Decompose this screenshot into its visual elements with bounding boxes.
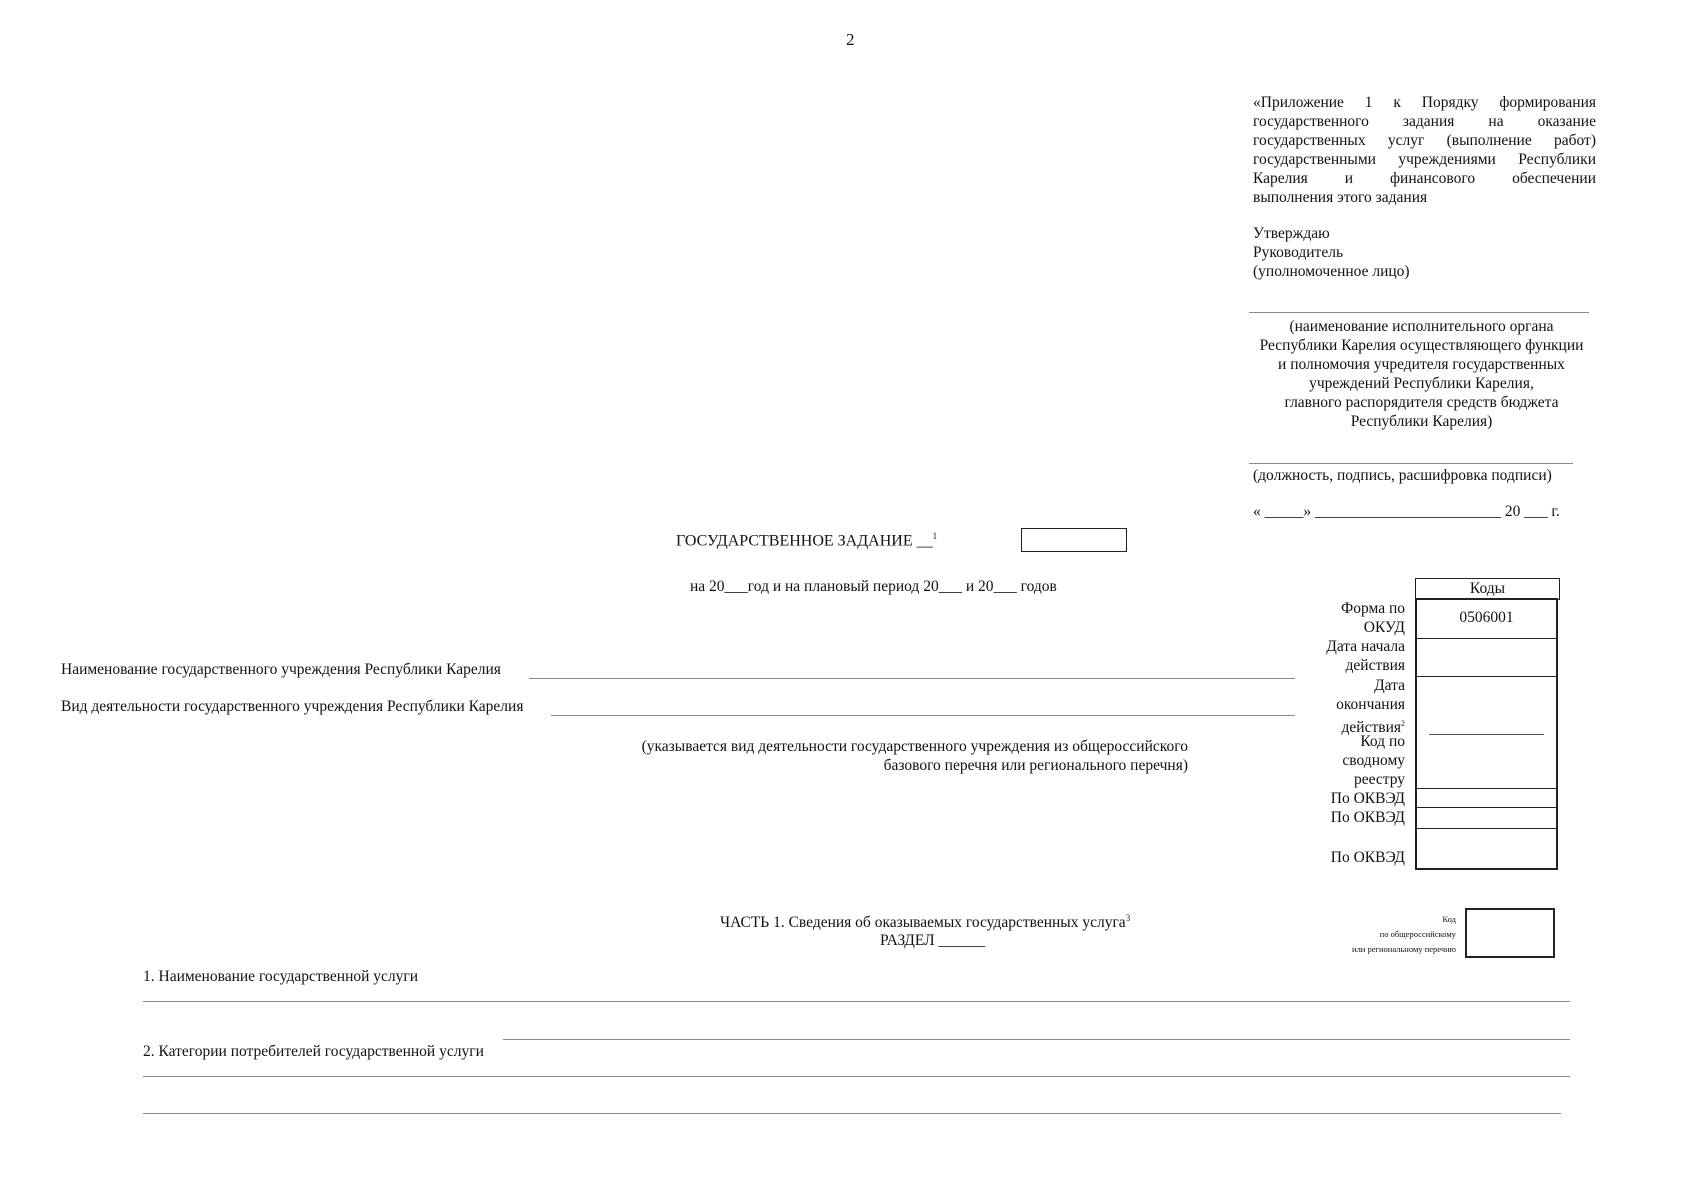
org-caption-line: учреждений Республики Карелия, (1309, 375, 1534, 392)
inner-divider (1429, 734, 1544, 735)
end-date-label-line: Дата (1374, 677, 1405, 694)
page-number: 2 (846, 30, 855, 49)
appendix-line: государственных услуг (выполнение работ) (1253, 132, 1596, 149)
code-note-line: Код (1442, 914, 1456, 924)
okud-label-line: ОКУД (1363, 619, 1405, 636)
authorized-person-label: (уполномоченное лицо) (1253, 263, 1410, 280)
org-caption-line: Республики Карелия осуществляющего функции (1259, 337, 1584, 354)
approval-block (1253, 224, 1410, 281)
approval-date-line[interactable]: « _____» ________________________ 20 ___ г. (1253, 503, 1560, 520)
okved-label-1: По ОКВЭД (1330, 790, 1405, 807)
service-name-field[interactable] (143, 1001, 1570, 1002)
org-caption-line: (наименование исполнительного органа (1289, 318, 1554, 335)
end-date-label-line: окончания (1336, 696, 1405, 713)
code-note-line: или региональному перечню (1352, 944, 1456, 954)
document-title-text: ГОСУДАРСТВЕННОЕ ЗАДАНИЕ __ (676, 532, 933, 550)
signature-caption: (должность, подпись, расшифровка подписи) (1253, 467, 1552, 484)
activity-note-line: базового перечня или регионального перечня) (883, 757, 1188, 774)
okved-cell-3[interactable] (1417, 829, 1556, 868)
okved-cell-2[interactable] (1417, 808, 1556, 828)
end-date-label (1336, 676, 1405, 737)
okud-label-line: Форма по (1340, 600, 1405, 617)
title-footnote: 1 (932, 531, 938, 541)
activity-note (560, 737, 1188, 775)
head-label: Руководитель (1253, 244, 1344, 261)
service-name-field-2[interactable] (503, 1039, 1570, 1040)
appendix-line: государственными учреждениями Республики (1253, 151, 1596, 168)
part1-title-text: ЧАСТЬ 1. Сведения об оказываемых государственных услуга (720, 914, 1126, 932)
end-date-label-text: действия (1341, 719, 1401, 737)
registry-code-label (1342, 732, 1405, 789)
okved-label-2: По ОКВЭД (1330, 809, 1405, 826)
codes-body (1415, 598, 1558, 870)
consumers-field[interactable] (143, 1076, 1570, 1077)
approve-label: Утверждаю (1253, 225, 1330, 242)
registry-code-note (1300, 912, 1456, 957)
registry-code-box[interactable] (1465, 908, 1555, 958)
section-label: РАЗДЕЛ ______ (880, 932, 985, 949)
okved-cell-1[interactable] (1417, 789, 1556, 807)
org-name-field[interactable] (1249, 312, 1589, 313)
end-date-footnote: 2 (1401, 719, 1405, 728)
org-caption-line: и полномочия учредителя государственных (1278, 356, 1565, 373)
institution-name-field[interactable] (529, 678, 1295, 679)
consumers-field-2[interactable] (143, 1113, 1561, 1114)
appendix-line: «Приложение 1 к Порядку формирования (1253, 94, 1596, 111)
activity-label: Вид деятельности государственного учреждения Республики Карелия (61, 698, 524, 715)
okud-cell[interactable] (1417, 600, 1556, 638)
start-date-cell[interactable] (1417, 639, 1556, 676)
registry-label-line: сводному (1342, 752, 1405, 769)
org-caption (1250, 317, 1593, 431)
appendix-line: выполнения этого задания (1253, 189, 1428, 206)
appendix-line: государственного задания на оказание (1253, 113, 1596, 130)
start-date-label-line: действия (1345, 657, 1405, 674)
start-date-label-line: Дата начала (1326, 638, 1405, 655)
title-number-box[interactable] (1021, 528, 1127, 552)
registry-label-line: реестру (1353, 771, 1405, 788)
activity-note-line: (указывается вид деятельности государственного учреждения из общероссийского (641, 738, 1188, 755)
registry-label-line: Код по (1360, 733, 1405, 750)
consumers-label: 2. Категории потребителей государственной услуги (143, 1043, 484, 1060)
document-title (676, 531, 937, 550)
okud-value: 0506001 (1459, 609, 1514, 626)
org-caption-line: главного распорядителя средств бюджета (1284, 394, 1559, 411)
institution-name-label: Наименование государственного учреждения Республики Карелия (61, 661, 501, 678)
codes-header: Коды (1415, 578, 1560, 600)
start-date-label (1326, 637, 1405, 675)
period-line: на 20___год и на плановый период 20___ и 20___ годов (690, 578, 1057, 595)
appendix-line: Карелия и финансового обеспечении (1253, 170, 1596, 187)
signature-field[interactable] (1249, 463, 1573, 464)
part1-title (720, 913, 1130, 932)
end-date-registry-cell[interactable] (1417, 677, 1556, 787)
service-name-label: 1. Наименование государственной услуги (143, 968, 419, 985)
activity-field[interactable] (551, 715, 1295, 716)
part1-footnote: 3 (1125, 913, 1131, 923)
org-caption-line: Республики Карелия) (1350, 413, 1493, 430)
code-note-line: по общероссийскому (1379, 929, 1456, 939)
appendix-header (1253, 93, 1596, 207)
okud-label (1341, 599, 1405, 637)
okved-label-3: По ОКВЭД (1330, 849, 1405, 866)
